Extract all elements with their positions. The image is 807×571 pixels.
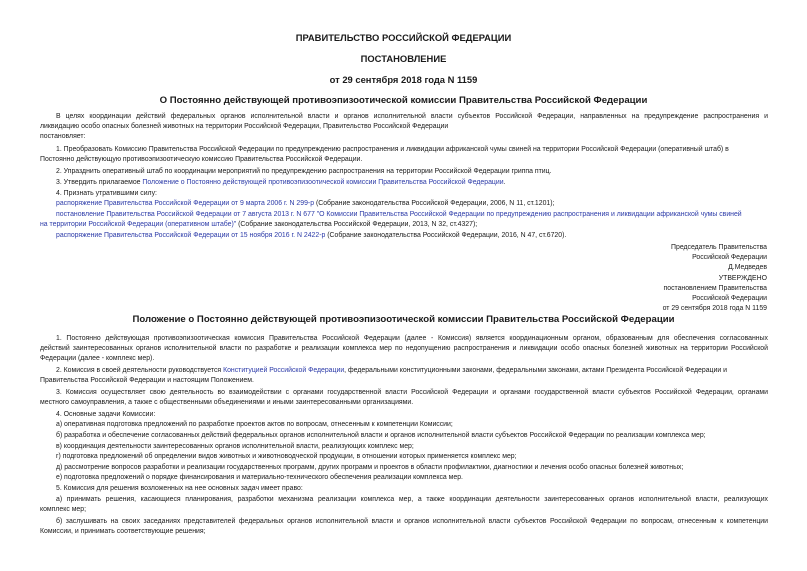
item-2: 2. Упразднить оперативный штаб по координации мероприятий по предупреждению распространения на территории Российской Федерации гриппа птиц. [56,168,552,175]
section-5b: б) заслушивать на своих заседаниях представителей федеральных органов исполнительной власти и органов исполнительной власти субъектов Российской Федерации по вопросам, отнесенным к компетенции [56,518,768,525]
repealed-item-3: распоряжение Правительства Российской Федерации от 15 ноября 2016 г. N 2422-р (Собрание законодательства Российской Федерации, 2016, N 47, ст.6720). [56,232,567,239]
section-5b-continued: Комиссии, и принимать соответствующие решения; [40,528,206,535]
section-4f: е) подготовка предложений о порядке финансирования и материально-технического обеспечения реализации комплекса мер. [56,474,463,481]
preamble-line: В целях координации действий федеральных органов исполнительной власти и органов исполнительной власти субъектов Российской Федерации, направленных на предупреждение распространения и [56,113,768,120]
issuer-heading: ПРАВИТЕЛЬСТВО РОССИЙСКОЙ ФЕДЕРАЦИИ [295,32,512,43]
section-5: 5. Комиссия для решения возложенных на нее основных задач имеет право: [56,485,303,492]
section-3: 3. Комиссия осуществляет свою деятельность во взаимодействии с органами государственной власти Российской Федерации и органами государственной власти субъектов Российской Федерации, органами [56,389,768,396]
section-4: 4. Основные задачи Комиссии: [56,411,156,418]
approval-body: Российской Федерации [692,295,767,302]
approval-stamp: УТВЕРЖДЕНО [718,275,767,282]
section-5a: а) принимать решения, касающиеся планирования, разработки механизма реализации комплекса мер, а также координации деятельности заинтересованных органов исполнительной власти, реализующих [56,496,768,503]
section-2-continued: Правительства Российской Федерации и настоящим Положением. [40,377,254,384]
section-1-continued: Федерации (далее - комплекс мер). [40,355,155,362]
repealed-item-2-continued: на территории Российской Федерации (оперативном штабе)" (Собрание законодательства Российской Федерации, 2013, N 32, ст.4327); [40,221,478,228]
document-title: О Постоянно действующей противоэпизоотической комиссии Правительства Российской Федерации [159,95,648,106]
repealed-act-link-2[interactable]: постановление Правительства Российской Федерации от 7 августа 2013 г. N 677 "О Комиссии Правительства Российской Федерации по предупреждению распространения и ликвидации африканской чумы свиней [56,211,742,218]
document-type-heading: ПОСТАНОВЛЕНИЕ [360,53,447,64]
signature-name: Д.Медведев [728,264,767,271]
approval-date: от 29 сентября 2018 года N 1159 [662,305,767,312]
item-3: 3. Утвердить прилагаемое Положение о Постоянно действующей противоэпизоотической комиссии Правительства Российской Федерации. [56,179,506,186]
repealed-act-link-2-continued[interactable]: на территории Российской Федерации (оперативном штабе)" [40,221,237,228]
section-1-continued: действий заинтересованных органов исполнительной власти по разработке и реализации комплекса мер по недопущению распространения и ликвидации особо опасных болезней животных на территории Российской [40,345,768,352]
regulation-link[interactable]: Положение о Постоянно действующей противоэпизоотической комиссии Правительства Российской Федерации [142,179,504,186]
regulation-title: Положение о Постоянно действующей противоэпизоотической комиссии Правительства Российской Федерации [132,314,675,325]
item-4: 4. Признать утратившими силу: [56,190,157,197]
item-1-continued: Постоянно действующую противоэпизоотическую комиссию Правительства Российской Федерации. [40,156,363,163]
item-1: 1. Преобразовать Комиссию Правительства Российской Федерации по предупреждению распространения и ликвидации африканской чумы свиней на территории Российской Федерации (оперативный штаб) в [56,146,729,153]
date-number-heading: от 29 сентября 2018 года N 1159 [329,74,478,85]
preamble-line: ликвидацию особо опасных болезней животных на территории Российской Федерации, Правительство Российской Федерации [40,123,449,130]
repealed-item-1: распоряжение Правительства Российской Федерации от 9 марта 2006 г. N 299-р (Собрание законодательства Российской Федерации, 2006, N 11, ст.1201); [56,200,555,207]
section-3-continued: местного самоуправления, а также с общественными объединениями и иными заинтересованными организациями. [40,399,414,406]
section-1: 1. Постоянно действующая противоэпизоотическая комиссия Правительства Российской Федерации (далее - Комиссия) является координационным органом, образованным для обеспечения согласованных [56,335,768,342]
approval-by: постановлением Правительства [663,285,767,292]
constitution-link[interactable]: Конституцией Российской Федерации [223,367,345,374]
preamble-line: постановляет: [40,133,86,140]
repealed-act-link-1[interactable]: распоряжение Правительства Российской Федерации от 9 марта 2006 г. N 299-р [56,200,315,207]
section-2: 2. Комиссия в своей деятельности руководствуется Конституцией Российской Федерации, федеральными конституционными законами, федеральными законами, актами Президента Российской Федерации и [56,367,727,374]
section-4a: а) оперативная подготовка предложений по разработке проектов актов по вопросам, отнесенным к компетенции Комиссии; [56,421,453,428]
section-4d: г) подготовка предложений об определении видов животных и животноводческой продукции, в отношении которых применяется комплекс мер; [56,453,517,460]
section-4c: в) координация деятельности заинтересованных органов исполнительной власти, реализующих комплекс мер; [56,443,414,450]
section-5a-continued: комплекс мер; [40,506,87,513]
repealed-act-link-3[interactable]: распоряжение Правительства Российской Федерации от 15 ноября 2016 г. N 2422-р [56,232,326,239]
section-4b: б) разработка и обеспечение согласованных действий федеральных органов исполнительной власти и органов исполнительной власти субъектов Российской Федерации по реализации комплекса мер; [56,432,706,439]
section-4e: д) рассмотрение вопросов разработки и реализации государственных программ, других программ и проектов в области профилактики, диагностики и лечения особо опасных болезней животных; [56,464,684,471]
signature-position: Председатель Правительства [671,244,767,251]
signature-body: Российской Федерации [692,254,767,261]
